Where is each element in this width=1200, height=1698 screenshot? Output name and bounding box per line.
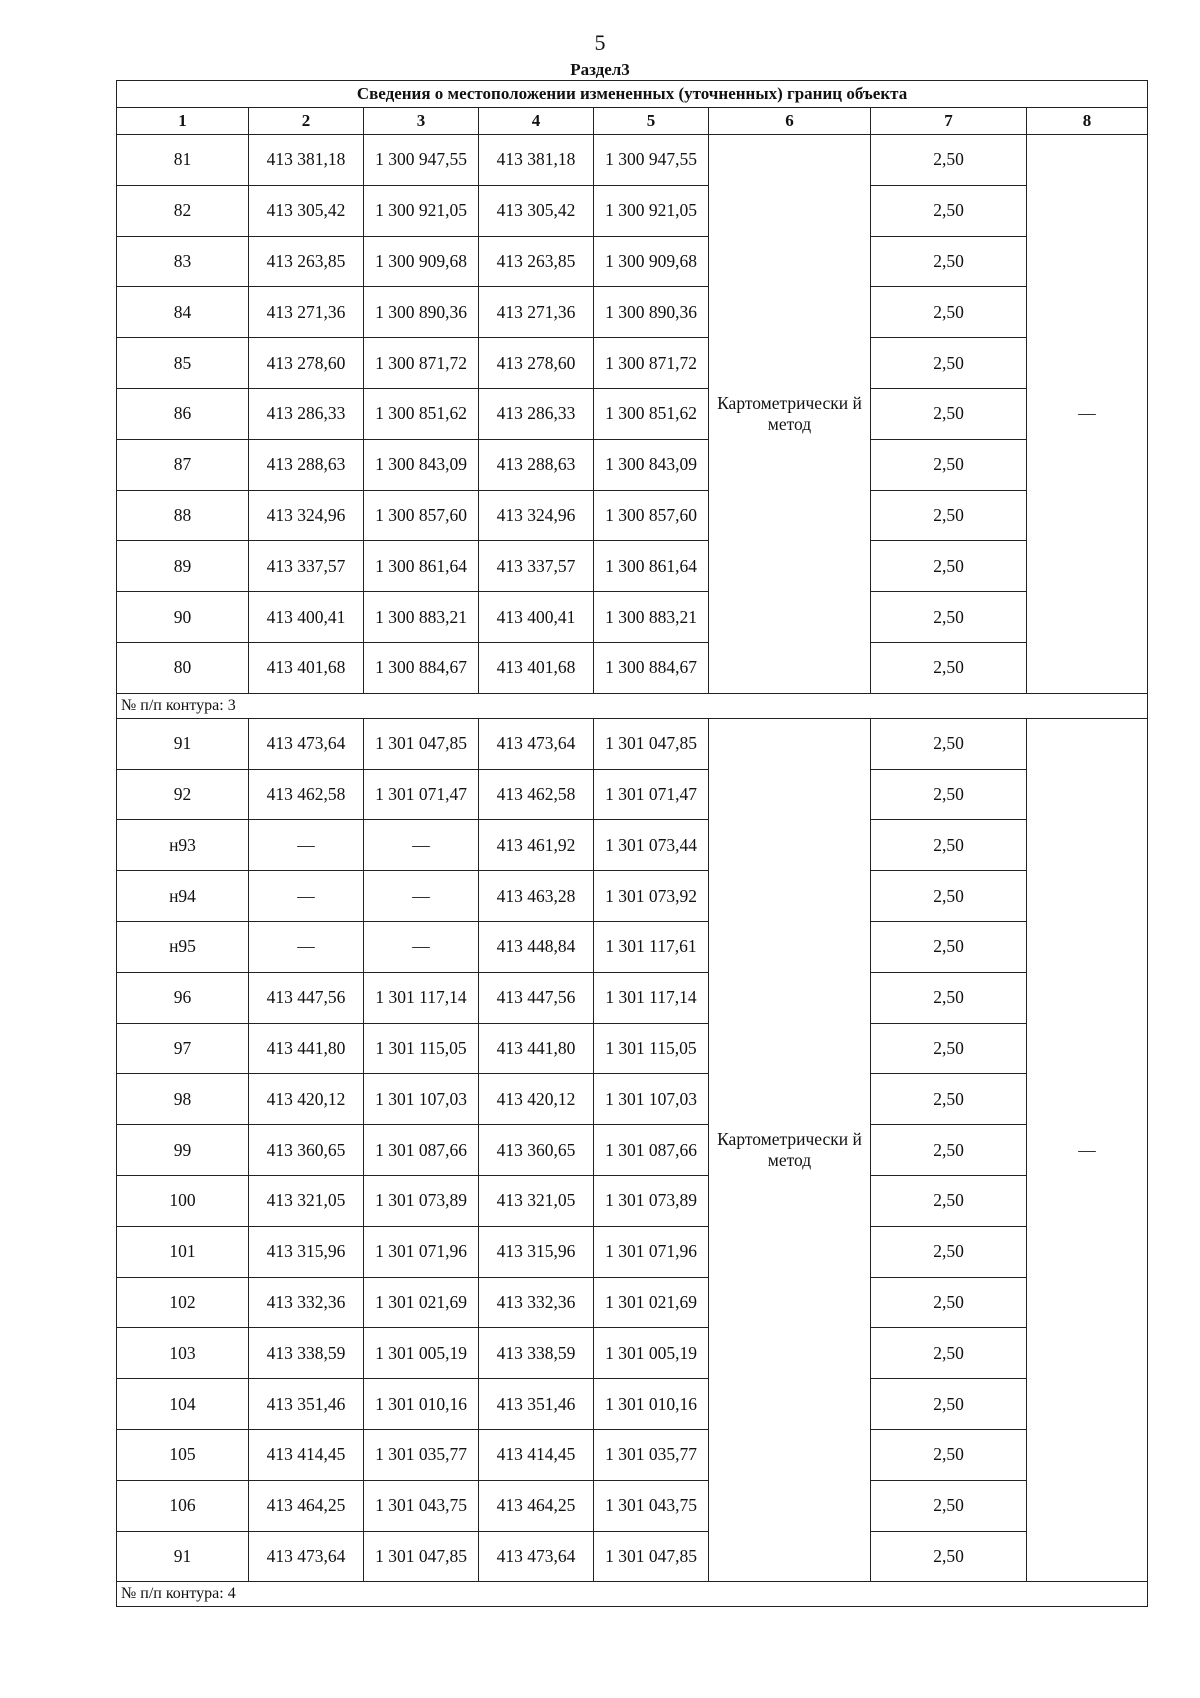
accuracy-cell: 2,50 xyxy=(871,1226,1027,1277)
x-old-cell: 413 315,96 xyxy=(249,1226,364,1277)
y-new-cell: 1 301 087,66 xyxy=(594,1125,709,1176)
point-number-cell: 88 xyxy=(117,490,249,541)
point-number-cell: 92 xyxy=(117,769,249,820)
contour-row xyxy=(117,1582,1148,1607)
x-old-cell: 413 278,60 xyxy=(249,338,364,389)
y-old-cell: 1 301 043,75 xyxy=(364,1480,479,1531)
x-old-cell: 413 400,41 xyxy=(249,592,364,643)
table-row xyxy=(117,1175,1148,1226)
y-new-cell: 1 300 861,64 xyxy=(594,541,709,592)
y-old-cell: 1 301 071,96 xyxy=(364,1226,479,1277)
accuracy-cell: 2,50 xyxy=(871,490,1027,541)
y-old-cell: 1 301 087,66 xyxy=(364,1125,479,1176)
table-row xyxy=(117,1429,1148,1480)
contour-label: № п/п контура: 3 xyxy=(117,693,1148,718)
x-new-cell: 413 338,59 xyxy=(479,1328,594,1379)
x-old-cell: 413 447,56 xyxy=(249,972,364,1023)
x-new-cell: 413 441,80 xyxy=(479,1023,594,1074)
table-row xyxy=(117,1023,1148,1074)
column-numbers-row xyxy=(117,108,1148,135)
y-old-cell: 1 300 851,62 xyxy=(364,388,479,439)
y-new-cell: 1 301 117,61 xyxy=(594,921,709,972)
point-number-cell: 102 xyxy=(117,1277,249,1328)
y-new-cell: 1 300 884,67 xyxy=(594,642,709,693)
x-old-cell: 413 462,58 xyxy=(249,769,364,820)
table-row xyxy=(117,592,1148,643)
point-number-cell: 84 xyxy=(117,287,249,338)
y-new-cell: 1 301 115,05 xyxy=(594,1023,709,1074)
x-old-cell: 413 464,25 xyxy=(249,1480,364,1531)
y-new-cell: 1 301 010,16 xyxy=(594,1379,709,1430)
y-new-cell: 1 300 890,36 xyxy=(594,287,709,338)
col8-cell: — xyxy=(1027,135,1148,694)
y-old-cell: 1 300 857,60 xyxy=(364,490,479,541)
method-cell: Картометрически й метод xyxy=(709,135,871,694)
y-new-cell: 1 301 073,89 xyxy=(594,1175,709,1226)
col8-cell: — xyxy=(1027,718,1148,1582)
table-row xyxy=(117,1277,1148,1328)
table-row xyxy=(117,287,1148,338)
point-number-cell: 85 xyxy=(117,338,249,389)
x-new-cell: 413 271,36 xyxy=(479,287,594,338)
accuracy-cell: 2,50 xyxy=(871,592,1027,643)
x-old-cell: 413 288,63 xyxy=(249,439,364,490)
point-number-cell: н95 xyxy=(117,921,249,972)
accuracy-cell: 2,50 xyxy=(871,236,1027,287)
y-new-cell: 1 301 047,85 xyxy=(594,1531,709,1582)
table-row xyxy=(117,1074,1148,1125)
y-old-cell: 1 301 047,85 xyxy=(364,1531,479,1582)
point-number-cell: 96 xyxy=(117,972,249,1023)
x-new-cell: 413 288,63 xyxy=(479,439,594,490)
point-number-cell: 97 xyxy=(117,1023,249,1074)
point-number-cell: 91 xyxy=(117,1531,249,1582)
table-row xyxy=(117,921,1148,972)
column-number: 4 xyxy=(479,108,594,135)
table-row xyxy=(117,185,1148,236)
column-number: 6 xyxy=(709,108,871,135)
y-old-cell: 1 300 890,36 xyxy=(364,287,479,338)
y-old-cell: — xyxy=(364,921,479,972)
y-old-cell: 1 301 047,85 xyxy=(364,718,479,769)
x-new-cell: 413 315,96 xyxy=(479,1226,594,1277)
point-number-cell: 83 xyxy=(117,236,249,287)
accuracy-cell: 2,50 xyxy=(871,1023,1027,1074)
accuracy-cell: 2,50 xyxy=(871,388,1027,439)
x-old-cell: 413 414,45 xyxy=(249,1429,364,1480)
y-new-cell: 1 300 947,55 xyxy=(594,135,709,186)
accuracy-cell: 2,50 xyxy=(871,1379,1027,1430)
column-number: 3 xyxy=(364,108,479,135)
y-new-cell: 1 301 035,77 xyxy=(594,1429,709,1480)
y-old-cell: 1 301 021,69 xyxy=(364,1277,479,1328)
y-new-cell: 1 300 883,21 xyxy=(594,592,709,643)
y-new-cell: 1 300 921,05 xyxy=(594,185,709,236)
table-row xyxy=(117,871,1148,922)
y-old-cell: 1 300 883,21 xyxy=(364,592,479,643)
y-new-cell: 1 301 073,44 xyxy=(594,820,709,871)
accuracy-cell: 2,50 xyxy=(871,1175,1027,1226)
accuracy-cell: 2,50 xyxy=(871,1277,1027,1328)
contour-label: № п/п контура: 4 xyxy=(117,1582,1148,1607)
x-new-cell: 413 400,41 xyxy=(479,592,594,643)
x-old-cell: 413 420,12 xyxy=(249,1074,364,1125)
y-new-cell: 1 301 117,14 xyxy=(594,972,709,1023)
table-row xyxy=(117,972,1148,1023)
y-old-cell: 1 300 884,67 xyxy=(364,642,479,693)
x-new-cell: 413 473,64 xyxy=(479,718,594,769)
y-new-cell: 1 301 071,96 xyxy=(594,1226,709,1277)
table-row xyxy=(117,439,1148,490)
y-new-cell: 1 301 071,47 xyxy=(594,769,709,820)
y-old-cell: 1 301 071,47 xyxy=(364,769,479,820)
y-old-cell: 1 301 115,05 xyxy=(364,1023,479,1074)
x-new-cell: 413 401,68 xyxy=(479,642,594,693)
accuracy-cell: 2,50 xyxy=(871,541,1027,592)
point-number-cell: 99 xyxy=(117,1125,249,1176)
x-old-cell: 413 305,42 xyxy=(249,185,364,236)
y-old-cell: — xyxy=(364,871,479,922)
x-old-cell: 413 286,33 xyxy=(249,388,364,439)
x-old-cell: 413 401,68 xyxy=(249,642,364,693)
x-old-cell: 413 321,05 xyxy=(249,1175,364,1226)
x-old-cell: 413 332,36 xyxy=(249,1277,364,1328)
point-number-cell: н94 xyxy=(117,871,249,922)
column-number: 5 xyxy=(594,108,709,135)
table-row xyxy=(117,1328,1148,1379)
column-number: 8 xyxy=(1027,108,1148,135)
x-old-cell: 413 271,36 xyxy=(249,287,364,338)
coordinates-table xyxy=(116,80,1148,1607)
y-new-cell: 1 300 871,72 xyxy=(594,338,709,389)
point-number-cell: 104 xyxy=(117,1379,249,1430)
y-old-cell: 1 301 073,89 xyxy=(364,1175,479,1226)
y-old-cell: 1 300 921,05 xyxy=(364,185,479,236)
table-row xyxy=(117,1480,1148,1531)
table-row xyxy=(117,642,1148,693)
point-number-cell: н93 xyxy=(117,820,249,871)
y-old-cell: 1 300 843,09 xyxy=(364,439,479,490)
accuracy-cell: 2,50 xyxy=(871,921,1027,972)
point-number-cell: 89 xyxy=(117,541,249,592)
x-new-cell: 413 263,85 xyxy=(479,236,594,287)
x-new-cell: 413 278,60 xyxy=(479,338,594,389)
y-new-cell: 1 300 857,60 xyxy=(594,490,709,541)
page-number: 5 xyxy=(594,30,606,55)
point-number-cell: 103 xyxy=(117,1328,249,1379)
x-new-cell: 413 351,46 xyxy=(479,1379,594,1430)
accuracy-cell: 2,50 xyxy=(871,338,1027,389)
accuracy-cell: 2,50 xyxy=(871,1125,1027,1176)
point-number-cell: 87 xyxy=(117,439,249,490)
table-row xyxy=(117,541,1148,592)
accuracy-cell: 2,50 xyxy=(871,820,1027,871)
x-new-cell: 413 360,65 xyxy=(479,1125,594,1176)
accuracy-cell: 2,50 xyxy=(871,642,1027,693)
accuracy-cell: 2,50 xyxy=(871,287,1027,338)
x-new-cell: 413 381,18 xyxy=(479,135,594,186)
y-new-cell: 1 301 021,69 xyxy=(594,1277,709,1328)
table-row xyxy=(117,718,1148,769)
x-old-cell: — xyxy=(249,871,364,922)
y-new-cell: 1 301 043,75 xyxy=(594,1480,709,1531)
y-new-cell: 1 300 851,62 xyxy=(594,388,709,439)
y-new-cell: 1 301 107,03 xyxy=(594,1074,709,1125)
x-new-cell: 413 461,92 xyxy=(479,820,594,871)
table-row xyxy=(117,490,1148,541)
x-old-cell: 413 381,18 xyxy=(249,135,364,186)
y-old-cell: 1 300 861,64 xyxy=(364,541,479,592)
y-new-cell: 1 301 073,92 xyxy=(594,871,709,922)
y-new-cell: 1 300 909,68 xyxy=(594,236,709,287)
x-new-cell: 413 463,28 xyxy=(479,871,594,922)
y-old-cell: 1 301 005,19 xyxy=(364,1328,479,1379)
y-new-cell: 1 301 005,19 xyxy=(594,1328,709,1379)
point-number-cell: 91 xyxy=(117,718,249,769)
x-old-cell: — xyxy=(249,921,364,972)
y-old-cell: 1 301 010,16 xyxy=(364,1379,479,1430)
x-new-cell: 413 462,58 xyxy=(479,769,594,820)
y-old-cell: — xyxy=(364,820,479,871)
accuracy-cell: 2,50 xyxy=(871,1429,1027,1480)
section-title: Раздел3 xyxy=(570,60,630,79)
x-new-cell: 413 447,56 xyxy=(479,972,594,1023)
point-number-cell: 90 xyxy=(117,592,249,643)
point-number-cell: 82 xyxy=(117,185,249,236)
x-new-cell: 413 473,64 xyxy=(479,1531,594,1582)
table-row xyxy=(117,236,1148,287)
table-row xyxy=(117,1379,1148,1430)
point-number-cell: 105 xyxy=(117,1429,249,1480)
x-old-cell: 413 473,64 xyxy=(249,718,364,769)
point-number-cell: 101 xyxy=(117,1226,249,1277)
table-row xyxy=(117,338,1148,389)
table-row xyxy=(117,388,1148,439)
accuracy-cell: 2,50 xyxy=(871,972,1027,1023)
x-old-cell: 413 263,85 xyxy=(249,236,364,287)
x-new-cell: 413 286,33 xyxy=(479,388,594,439)
point-number-cell: 80 xyxy=(117,642,249,693)
x-new-cell: 413 448,84 xyxy=(479,921,594,972)
table-row xyxy=(117,135,1148,186)
accuracy-cell: 2,50 xyxy=(871,1328,1027,1379)
x-new-cell: 413 321,05 xyxy=(479,1175,594,1226)
accuracy-cell: 2,50 xyxy=(871,871,1027,922)
method-cell: Картометрически й метод xyxy=(709,718,871,1582)
x-old-cell: 413 351,46 xyxy=(249,1379,364,1430)
point-number-cell: 100 xyxy=(117,1175,249,1226)
column-number: 1 xyxy=(117,108,249,135)
x-old-cell: — xyxy=(249,820,364,871)
y-old-cell: 1 301 035,77 xyxy=(364,1429,479,1480)
y-old-cell: 1 300 947,55 xyxy=(364,135,479,186)
point-number-cell: 106 xyxy=(117,1480,249,1531)
y-new-cell: 1 301 047,85 xyxy=(594,718,709,769)
x-new-cell: 413 332,36 xyxy=(479,1277,594,1328)
table-caption: Сведения о местоположении измененных (уточненных) границ объекта xyxy=(117,81,1148,108)
accuracy-cell: 2,50 xyxy=(871,1531,1027,1582)
y-old-cell: 1 300 909,68 xyxy=(364,236,479,287)
x-new-cell: 413 305,42 xyxy=(479,185,594,236)
point-number-cell: 81 xyxy=(117,135,249,186)
contour-row xyxy=(117,693,1148,718)
table-row xyxy=(117,1226,1148,1277)
accuracy-cell: 2,50 xyxy=(871,1074,1027,1125)
accuracy-cell: 2,50 xyxy=(871,185,1027,236)
x-old-cell: 413 473,64 xyxy=(249,1531,364,1582)
point-number-cell: 86 xyxy=(117,388,249,439)
table-row xyxy=(117,820,1148,871)
accuracy-cell: 2,50 xyxy=(871,1480,1027,1531)
accuracy-cell: 2,50 xyxy=(871,135,1027,186)
x-old-cell: 413 441,80 xyxy=(249,1023,364,1074)
x-new-cell: 413 420,12 xyxy=(479,1074,594,1125)
x-old-cell: 413 324,96 xyxy=(249,490,364,541)
x-new-cell: 413 324,96 xyxy=(479,490,594,541)
accuracy-cell: 2,50 xyxy=(871,769,1027,820)
y-new-cell: 1 300 843,09 xyxy=(594,439,709,490)
table-row xyxy=(117,1531,1148,1582)
column-number: 2 xyxy=(249,108,364,135)
x-new-cell: 413 464,25 xyxy=(479,1480,594,1531)
x-old-cell: 413 337,57 xyxy=(249,541,364,592)
table-row xyxy=(117,769,1148,820)
table-row xyxy=(117,1125,1148,1176)
accuracy-cell: 2,50 xyxy=(871,718,1027,769)
x-old-cell: 413 338,59 xyxy=(249,1328,364,1379)
accuracy-cell: 2,50 xyxy=(871,439,1027,490)
column-number: 7 xyxy=(871,108,1027,135)
x-new-cell: 413 337,57 xyxy=(479,541,594,592)
x-new-cell: 413 414,45 xyxy=(479,1429,594,1480)
point-number-cell: 98 xyxy=(117,1074,249,1125)
y-old-cell: 1 301 117,14 xyxy=(364,972,479,1023)
y-old-cell: 1 301 107,03 xyxy=(364,1074,479,1125)
x-old-cell: 413 360,65 xyxy=(249,1125,364,1176)
y-old-cell: 1 300 871,72 xyxy=(364,338,479,389)
